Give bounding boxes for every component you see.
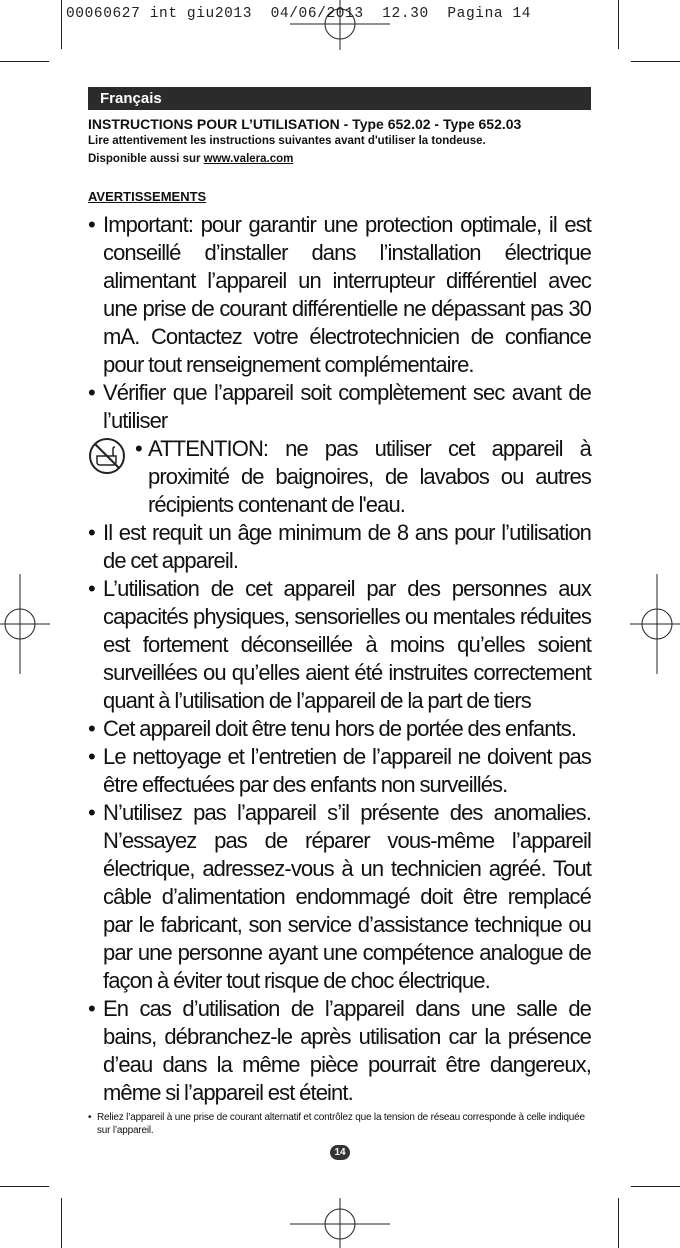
no-bathtub-icon: [88, 437, 126, 475]
attention-text: ATTENTION: ne pas utiliser cet appareil à proximité de baignoires, de lavabos ou autres récipients contenant de l'eau.: [148, 436, 591, 517]
crop-mark: [631, 61, 680, 62]
warnings-list: [88, 211, 591, 1107]
availability-note: [88, 152, 591, 166]
list-item-attention: [88, 435, 591, 519]
list-item: • Important: pour garantir une protection optimale, il est conseillé d’installer dans l’installation électrique alimentant l’appareil un interrupteur différentiel avec une prise de courant différentielle ne dépassant pas 30 mA. Contactez votre électrotechnicien de confiance pour tout renseignement complémentaire.: [88, 211, 591, 379]
list-item: • Vérifier que l’appareil soit complètement sec avant de l’utiliser: [88, 379, 591, 435]
registration-mark-icon: [630, 574, 680, 674]
list-item: • N’utilisez pas l’appareil s’il présente des anomalies. N’essayez pas de réparer vous-même l’appareil électrique, adressez-vous à un technicien agréé. Tout câble d’alimentation endommagé doit être remplacé par le fabricant, son service d’assistance technique ou par une personne ayant une compétence analogue de façon à éviter tout risque de choc électrique.: [88, 799, 591, 995]
registration-mark-icon: [290, 0, 390, 52]
section-title: AVERTISSEMENTS: [88, 189, 207, 204]
crop-mark: [618, 0, 619, 49]
crop-mark: [0, 61, 49, 62]
list-item: • En cas d’utilisation de l’appareil dans une salle de bains, débranchez-le après utilisation car la présence d’eau dans la même pièce pourrait être dangereux, même si l’appareil est éteint.: [88, 995, 591, 1107]
list-item: • L’utilisation de cet appareil par des personnes aux capacités physiques, sensorielles ou mentales réduites est fortement déconseillée à moins qu’elles soient surveillées ou qu’elles aient été instruites correctement quant à l’utilisation de l’appareil de la part de tiers: [88, 575, 591, 715]
instructions-content: [88, 117, 591, 1137]
footnote: • Reliez l’appareil à une prise de courant alternatif et contrôlez que la tension de réseau corresponde à celle indiquée sur l’appareil.: [88, 1111, 591, 1137]
crop-mark: [61, 0, 62, 49]
crop-mark: [61, 1198, 62, 1248]
print-slug: 00060627 int giu2013 04/06/2013 12.30 Pagina 14: [66, 6, 532, 22]
availability-prefix: Disponible aussi sur: [88, 153, 204, 165]
crop-mark: [0, 1186, 49, 1187]
list-item: • Cet appareil doit être tenu hors de portée des enfants.: [88, 715, 591, 743]
page-title: INSTRUCTIONS POUR L’UTILISATION - Type 652.02 - Type 652.03: [88, 116, 522, 132]
list-item: • Il est requit un âge minimum de 8 ans pour l’utilisation de cet appareil.: [88, 519, 591, 575]
registration-mark-icon: [290, 1196, 390, 1248]
list-item: • Le nettoyage et l’entretien de l’appareil ne doivent pas être effectuées par des enfants non surveillés.: [88, 743, 591, 799]
instructions-subtitle: Lire attentivement les instructions suivantes avant d'utiliser la tondeuse.: [88, 135, 486, 147]
language-tab: Français: [88, 87, 591, 110]
crop-mark: [618, 1198, 619, 1248]
website-link[interactable]: www.valera.com: [203, 153, 294, 165]
registration-mark-icon: [0, 574, 50, 674]
crop-mark: [631, 1186, 680, 1187]
page-number: 14: [330, 1145, 350, 1160]
